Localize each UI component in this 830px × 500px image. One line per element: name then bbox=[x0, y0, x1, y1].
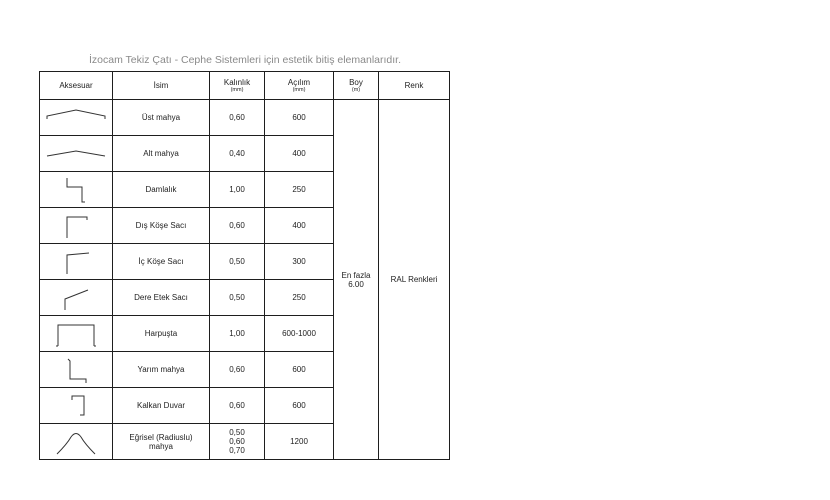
row-opening: 400 bbox=[265, 136, 334, 172]
header-opening bbox=[265, 72, 334, 100]
row-opening: 250 bbox=[265, 280, 334, 316]
header-length-label: Boy bbox=[349, 77, 363, 87]
egrisel-mahya-profile-icon bbox=[40, 424, 113, 460]
header-thickness-label: Kalınlık bbox=[223, 77, 251, 87]
harpusta-profile-icon bbox=[40, 316, 113, 352]
row-opening: 600 bbox=[265, 100, 334, 136]
thickness-value: 0,60 bbox=[229, 437, 245, 446]
row-thickness: 0,60 bbox=[210, 352, 265, 388]
dere-etek-saci-profile-icon bbox=[40, 280, 113, 316]
row-thickness: 0,60 bbox=[210, 100, 265, 136]
kalkan-duvar-profile-icon bbox=[40, 388, 113, 424]
header-length bbox=[334, 72, 379, 100]
header-color: Renk bbox=[379, 72, 450, 100]
row-opening: 600 bbox=[265, 388, 334, 424]
row-name: Alt mahya bbox=[113, 136, 210, 172]
header-thickness bbox=[210, 72, 265, 100]
row-opening: 250 bbox=[265, 172, 334, 208]
alt-mahya-profile-icon bbox=[40, 136, 113, 172]
row-name: Eğrisel (Radiuslu) mahya bbox=[113, 424, 210, 460]
length-cell: En fazla 6.00 bbox=[334, 100, 379, 460]
row-thickness: 0,60 bbox=[210, 388, 265, 424]
ust-mahya-profile-icon bbox=[40, 100, 113, 136]
row-name: Dere Etek Sacı bbox=[113, 280, 210, 316]
row-name: Harpuşta bbox=[113, 316, 210, 352]
ic-kose-saci-profile-icon bbox=[40, 244, 113, 280]
damlalik-profile-icon bbox=[40, 172, 113, 208]
row-thickness bbox=[210, 424, 265, 460]
thickness-value: 0,70 bbox=[229, 446, 245, 455]
dis-kose-saci-profile-icon bbox=[40, 208, 113, 244]
row-thickness: 1,00 bbox=[210, 172, 265, 208]
table-header-row bbox=[40, 72, 450, 100]
row-opening: 400 bbox=[265, 208, 334, 244]
accessory-spec-table bbox=[39, 71, 450, 460]
header-thickness-unit: (mm) bbox=[230, 86, 244, 93]
row-name: İç Köşe Sacı bbox=[113, 244, 210, 280]
thickness-value: 0,50 bbox=[229, 428, 245, 437]
header-accessory: Aksesuar bbox=[40, 72, 113, 100]
header-name: İsim bbox=[113, 72, 210, 100]
yarim-mahya-profile-icon bbox=[40, 352, 113, 388]
row-name: Damlalık bbox=[113, 172, 210, 208]
row-name: Üst mahya bbox=[113, 100, 210, 136]
row-opening: 600 bbox=[265, 352, 334, 388]
header-opening-label: Açılım bbox=[287, 77, 311, 87]
table-caption: İzocam Tekiz Çatı - Cephe Sistemleri için estetik bitiş elemanlarıdır. bbox=[88, 54, 401, 66]
row-thickness: 0,60 bbox=[210, 208, 265, 244]
header-length-unit: (m) bbox=[351, 86, 361, 93]
row-name: Yarım mahya bbox=[113, 352, 210, 388]
row-thickness: 0,40 bbox=[210, 136, 265, 172]
row-opening: 600-1000 bbox=[265, 316, 334, 352]
row-thickness: 1,00 bbox=[210, 316, 265, 352]
header-opening-unit: (mm) bbox=[292, 86, 306, 93]
table-row bbox=[40, 100, 450, 136]
row-thickness: 0,50 bbox=[210, 244, 265, 280]
row-opening: 300 bbox=[265, 244, 334, 280]
row-opening: 1200 bbox=[265, 424, 334, 460]
row-name: Kalkan Duvar bbox=[113, 388, 210, 424]
row-thickness: 0,50 bbox=[210, 280, 265, 316]
row-name: Dış Köşe Sacı bbox=[113, 208, 210, 244]
color-cell: RAL Renkleri bbox=[379, 100, 450, 460]
